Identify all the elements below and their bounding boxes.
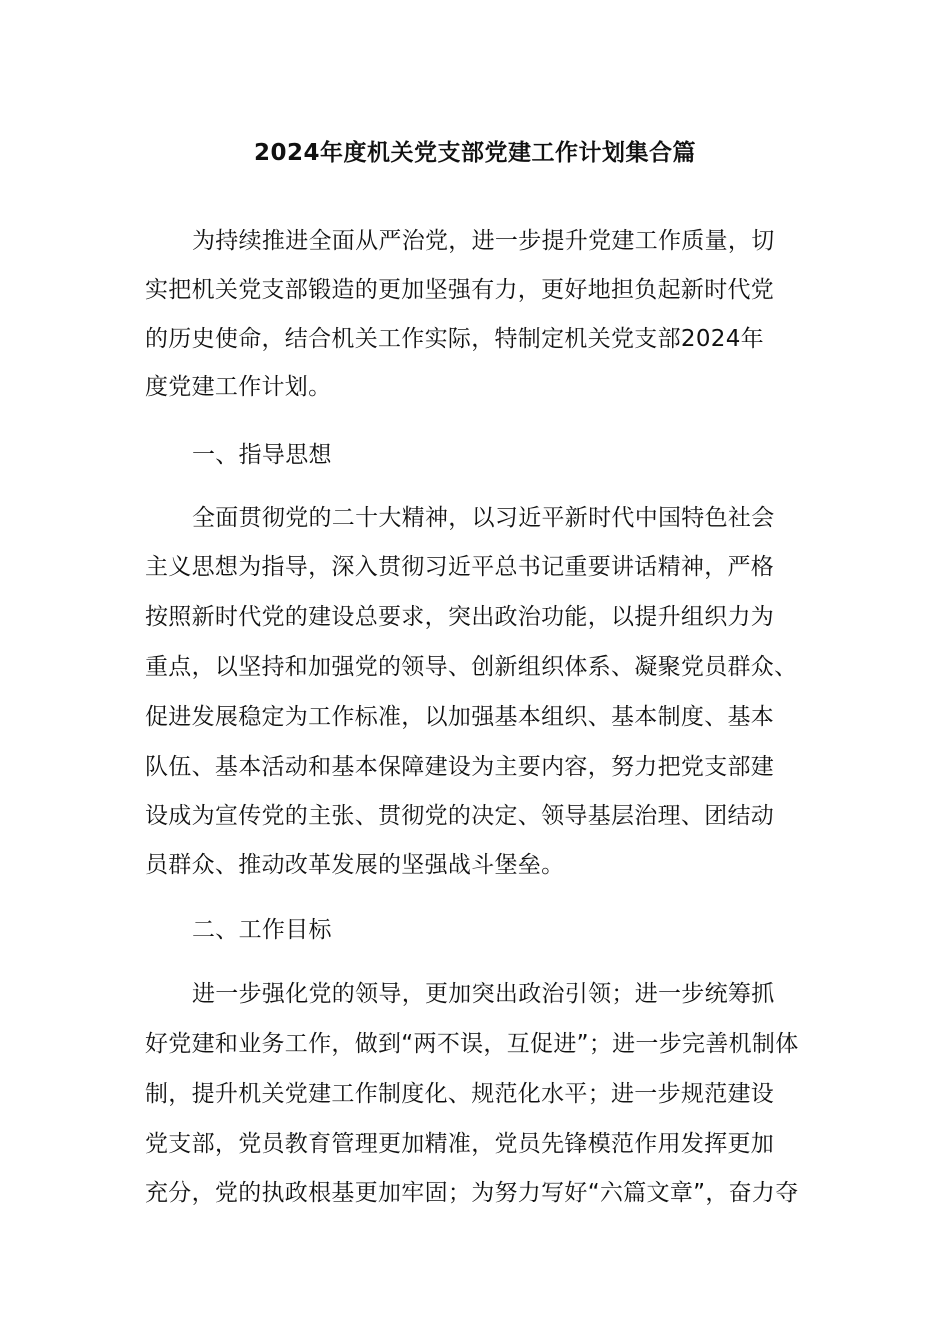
section1-line: 设成为宣传党的主张、贯彻党的决定、领导基层治理、团结动 [145,803,775,829]
intro-line: 实把机关党支部锻造的更加坚强有力，更好地担负起新时代党 [145,277,775,303]
intro-line: 度党建工作计划。 [145,374,332,400]
section2-line: 进一步强化党的领导，更加突出政治引领；进一步统筹抓 [192,981,775,1007]
section1-line: 重点，以坚持和加强党的领导、创新组织体系、凝聚党员群众、 [145,654,798,680]
section1-line: 队伍、基本活动和基本保障建设为主要内容，努力把党支部建 [145,754,775,780]
section-heading-work-goals: 二、工作目标 [192,917,332,943]
intro-line: 为持续推进全面从严治党，进一步提升党建工作质量，切 [192,228,775,254]
intro-line: 的历史使命，结合机关工作实际，特制定机关党支部2024年 [145,326,764,352]
document-title: 2024年度机关党支部党建工作计划集合篇 [253,140,696,166]
section2-line: 制，提升机关党建工作制度化、规范化水平；进一步规范建设 [145,1081,775,1107]
section2-line: 好党建和业务工作，做到“两不误，互促进”；进一步完善机制体 [145,1031,799,1057]
section2-line: 充分，党的执政根基更加牢固；为努力写好“六篇文章”，奋力夺 [145,1180,799,1206]
section1-line: 员群众、推动改革发展的坚强战斗堡垒。 [145,852,565,878]
section1-line: 全面贯彻党的二十大精神，以习近平新时代中国特色社会 [192,505,775,531]
section2-line: 党支部，党员教育管理更加精准，党员先锋模范作用发挥更加 [145,1131,775,1157]
section1-line: 主义思想为指导，深入贯彻习近平总书记重要讲话精神，严格 [145,554,775,580]
section-heading-guiding-ideology: 一、指导思想 [192,442,332,468]
section1-line: 按照新时代党的建设总要求，突出政治功能，以提升组织力为 [145,604,775,630]
section1-line: 促进发展稳定为工作标准，以加强基本组织、基本制度、基本 [145,704,775,730]
